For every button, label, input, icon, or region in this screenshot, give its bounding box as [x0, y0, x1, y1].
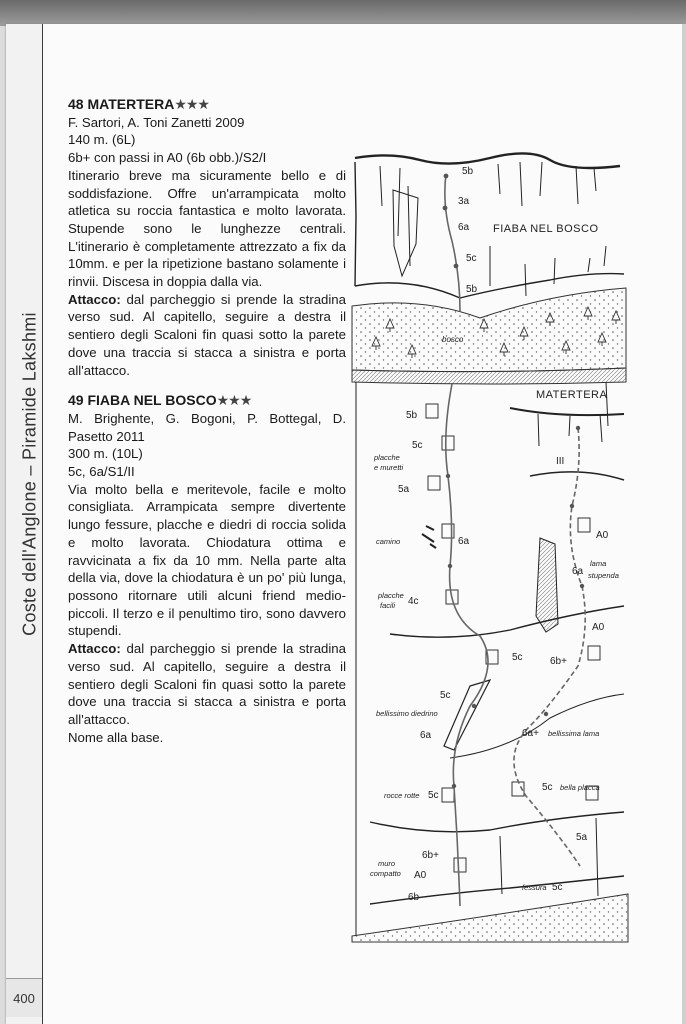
grade-label: 6b — [408, 892, 420, 903]
route-stars: ★★★ — [216, 392, 252, 409]
grade-label: 6a — [572, 566, 584, 577]
route-name: FIABA NEL BOSCO — [87, 392, 217, 409]
topo-note: e muretti — [374, 463, 404, 472]
grade-label: 6a — [458, 222, 470, 233]
grade-label: A0 — [596, 530, 609, 541]
topo-note: stupenda — [588, 571, 619, 580]
belay-boxes — [426, 404, 600, 872]
grade-label: 5c — [428, 790, 439, 801]
approach-text: dal parcheggio si prende la stradina verso sud. Al capitello, seguire a destra il sentiero degli Scaloni fin quasi sotto la parete dove una traccia si stacca a sinistra e porta all'attacco. — [68, 291, 346, 378]
route-entry-49 — [68, 392, 346, 746]
grade-label: 3a — [458, 196, 470, 207]
topo-note: placche — [378, 591, 404, 600]
route-approach — [68, 640, 346, 729]
topo-note: bellissimo diedrino — [376, 709, 438, 718]
grade-label: 6b+ — [422, 850, 439, 861]
bosco-label: bosco — [442, 335, 464, 344]
route-grade: 5c, 6a/S1/II — [68, 464, 135, 480]
route-name-label: FIABA NEL BOSCO — [493, 223, 599, 235]
text-column — [68, 96, 346, 746]
route-number: 48 — [68, 96, 84, 112]
topo-note: camino — [376, 537, 401, 546]
grade-label: 5a — [398, 484, 410, 495]
topo-note: compatto — [370, 869, 401, 878]
grade-label: 5c — [542, 782, 553, 793]
scan-top-edge — [0, 0, 686, 26]
route-entry-48 — [68, 96, 346, 379]
route-number: 49 — [68, 392, 84, 409]
route-authors: F. Sartori, A. Toni Zanetti 2009 — [68, 114, 245, 130]
grade-label: 5c — [440, 690, 451, 701]
route-authors: M. Brighente, G. Bogoni, P. Bottegal, D. Pasetto 2011 — [68, 410, 346, 444]
page-number: 400 — [6, 978, 42, 1017]
grade-label: 5a — [576, 832, 588, 843]
topo-note: lama — [590, 559, 607, 568]
running-header: Coste dell'Anglone – Piramide Lakshmi — [19, 312, 40, 636]
grade-label: A0 — [592, 622, 605, 633]
route-name-label: MATERTERA — [536, 389, 608, 401]
approach-label: Attacco: — [68, 641, 121, 657]
wooded-band — [352, 288, 626, 372]
topo-note: muro — [378, 859, 396, 868]
grade-label: 5b — [466, 284, 478, 295]
fiaba-route-line — [446, 384, 488, 906]
grade-label: A0 — [414, 870, 427, 881]
matertera-route-line — [514, 428, 585, 866]
route-title — [68, 392, 346, 410]
route-description: Itinerario breve ma sicuramente bello e di soddisfazione. Offre un'arrampicata molto atletica su roccia fantastica e molto lavorata. Stupende sono le lunghezze centrali. L'itinerario è completamente attrezzato a fix da 10mm. e per la ripetizione bastano solamente i rinvii. Discesa in doppia dalla via. — [68, 167, 346, 290]
grade-label: 6b+ — [550, 656, 567, 667]
topo-note: rocce rotte — [384, 791, 420, 800]
grade-label: 5c — [412, 440, 423, 451]
grade-label: 6a — [458, 536, 470, 547]
route-stars: ★★★ — [174, 96, 209, 112]
approach-label: Attacco: — [68, 291, 121, 307]
grade-label: III — [556, 456, 565, 467]
grade-label: 6a+ — [522, 728, 539, 739]
topo-note: bella placca — [560, 783, 600, 792]
route-name: MATERTERA — [87, 96, 175, 112]
grade-label: 5c — [552, 882, 563, 893]
grade-label: 4c — [408, 596, 419, 607]
grade-label: 5b — [406, 410, 418, 421]
route-note: Nome alla base. — [68, 729, 164, 745]
upper-route-line — [445, 174, 460, 311]
scan-right-edge — [682, 24, 686, 1024]
route-grade: 6b+ con passi in A0 (6b obb.)/S2/I — [68, 150, 267, 166]
topo-note: bellissima lama — [548, 729, 600, 738]
topo-note: fessura — [522, 883, 547, 892]
grade-label: 6a — [420, 730, 432, 741]
topo-diagram — [350, 146, 630, 946]
topo-note: placche — [374, 453, 400, 462]
route-title — [68, 96, 346, 114]
route-description: Via molto bella e meritevole, facile e molto consigliata. Arrampicata sempre divertente lungo fessure, placche e diedri di roccia solida e molto lavorata. Chiodatura ottima e ravvicinata a fix da 10 mm. Nella parte alta della via, dove la chiodatura è un po' più lunga, possono ritornare utili alcuni friend medio-piccoli. Il terzo e il penultimo tiro, sono davvero stupendi. — [68, 481, 346, 639]
grade-label: 5c — [466, 253, 477, 264]
route-approach — [68, 291, 346, 380]
approach-text: dal parcheggio si prende la stradina verso sud. Al capitello, seguire a destra il sentiero degli Scaloni fin quasi sotto la parete dove una traccia si stacca a sinistra e porta all'attacco. — [68, 641, 346, 727]
chapter-sidebar — [6, 24, 43, 1024]
route-length: 300 m. (10L) — [68, 446, 143, 462]
topo-note: facili — [380, 601, 396, 610]
grade-label: 5c — [512, 652, 523, 663]
route-length: 140 m. (6L) — [68, 132, 136, 148]
grade-label: 5b — [462, 166, 474, 177]
